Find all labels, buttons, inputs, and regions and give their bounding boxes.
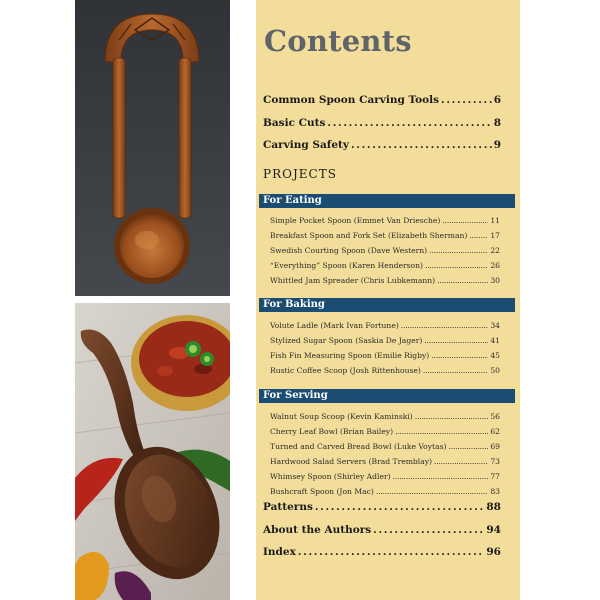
toc-sub-entry[interactable] [270,348,500,363]
dot-leader [434,454,488,469]
toc-sub-entry[interactable] [270,469,500,484]
toc-entry-label: Whittled Jam Spreader (Chris Lubkemann) [270,276,436,285]
toc-sub-entry[interactable] [270,273,500,288]
toc-entry-page: 11 [490,216,500,225]
dot-leader [469,228,488,243]
toc-entry-label: Carving Safety [263,139,349,151]
toc-entry-page: 34 [490,321,500,330]
dot-leader [393,469,489,484]
toc-entry-page: 9 [493,139,501,151]
toc-entry-label: Volute Ladle (Mark Ivan Fortune) [270,321,399,330]
toc-entry-page: 26 [490,261,500,270]
section-list-serving [270,409,500,499]
dot-leader [327,117,491,129]
toc-sub-entry[interactable] [270,439,500,454]
contents-page [256,0,520,600]
dot-leader [401,318,489,333]
section-list-eating [270,213,500,288]
toc-entry-page: 45 [490,351,500,360]
dot-leader [376,484,488,499]
toc-entry-label: Cherry Leaf Bowl (Brian Bailey) [270,427,394,436]
soup-scoop-photo [75,303,230,600]
dot-leader [441,94,492,106]
toc-entry-page: 62 [490,427,500,436]
toc-entry-page: 30 [490,276,500,285]
dot-leader [431,348,488,363]
toc-entry-page: 94 [486,524,501,536]
dot-leader [298,546,485,558]
toc-entry-label: Rustic Coffee Scoop (Josh Rittenhouse) [270,366,421,375]
toc-entry-basic-cuts[interactable] [263,117,501,129]
section-header-baking: For Baking [259,298,515,312]
toc-sub-entry[interactable] [270,243,500,258]
toc-entry-label: About the Authors [263,524,372,536]
toc-entry-page: 6 [493,94,501,106]
section-list-baking [270,318,500,378]
toc-sub-entry[interactable] [270,333,500,348]
toc-entry-label: Walnut Soup Scoop (Kevin Kaminski) [270,412,413,421]
dot-leader [315,501,485,513]
toc-entry-label: Breakfast Spoon and Fork Set (Elizabeth Sherman) [270,231,468,240]
toc-entry-label: Stylized Sugar Spoon (Saskia De Jager) [270,336,423,345]
toc-entry-page: 22 [490,246,500,255]
dot-leader [442,213,488,228]
toc-sub-entry[interactable] [270,213,500,228]
dot-leader [395,424,488,439]
toc-sub-entry[interactable] [270,363,500,378]
toc-sub-entry[interactable] [270,258,500,273]
toc-entry-page: 77 [490,472,500,481]
toc-entry-page: 73 [490,457,500,466]
page-title: Contents [264,24,412,58]
toc-sub-entry[interactable] [270,484,500,499]
toc-sub-entry[interactable] [270,409,500,424]
dot-leader [351,139,492,151]
dot-leader [429,243,488,258]
toc-entry-page: 69 [490,442,500,451]
dot-leader [373,524,484,536]
projects-heading: PROJECTS [263,167,337,181]
toc-entry-label: Patterns [263,501,313,513]
toc-entry-index[interactable] [263,546,501,558]
toc-entry-about-authors[interactable] [263,524,501,536]
toc-entry-label: Whimsey Spoon (Shirley Adler) [270,472,391,481]
toc-entry-page: 8 [493,117,501,129]
toc-entry-page: 17 [490,231,500,240]
courting-spoon-photo [75,0,230,296]
dot-leader [425,258,488,273]
toc-entry-label: Simple Pocket Spoon (Emmet Van Driesche) [270,216,441,225]
toc-entry-label: Hardwood Salad Servers (Brad Tremblay) [270,457,433,466]
toc-entry-label: “Everything” Spoon (Karen Henderson) [270,261,423,270]
toc-entry-patterns[interactable] [263,501,501,513]
section-header-serving: For Serving [259,389,515,403]
toc-sub-entry[interactable] [270,454,500,469]
toc-sub-entry[interactable] [270,228,500,243]
dot-leader [424,333,488,348]
toc-entry-page: 96 [486,546,501,558]
toc-entry-page: 41 [490,336,500,345]
toc-entry-safety[interactable] [263,139,501,151]
section-header-eating: For Eating [259,194,515,208]
toc-entry-page: 88 [486,501,501,513]
dot-leader [448,439,488,454]
toc-entry-label: Turned and Carved Bread Bowl (Luke Voytas) [270,442,447,451]
dot-leader [437,273,488,288]
toc-entry-label: Index [263,546,296,558]
dot-leader [423,363,489,378]
toc-entry-label: Common Spoon Carving Tools [263,94,440,106]
toc-sub-entry[interactable] [270,424,500,439]
toc-entry-label: Basic Cuts [263,117,326,129]
toc-sub-entry[interactable] [270,318,500,333]
toc-entry-tools[interactable] [263,94,501,106]
toc-entry-page: 83 [490,487,500,496]
toc-entry-label: Swedish Courting Spoon (Dave Western) [270,246,428,255]
toc-entry-label: Bushcraft Spoon (Jon Mac) [270,487,374,496]
toc-entry-label: Fish Fin Measuring Spoon (Emilie Rigby) [270,351,430,360]
toc-entry-page: 50 [490,366,500,375]
dot-leader [415,409,489,424]
toc-entry-page: 56 [490,412,500,421]
